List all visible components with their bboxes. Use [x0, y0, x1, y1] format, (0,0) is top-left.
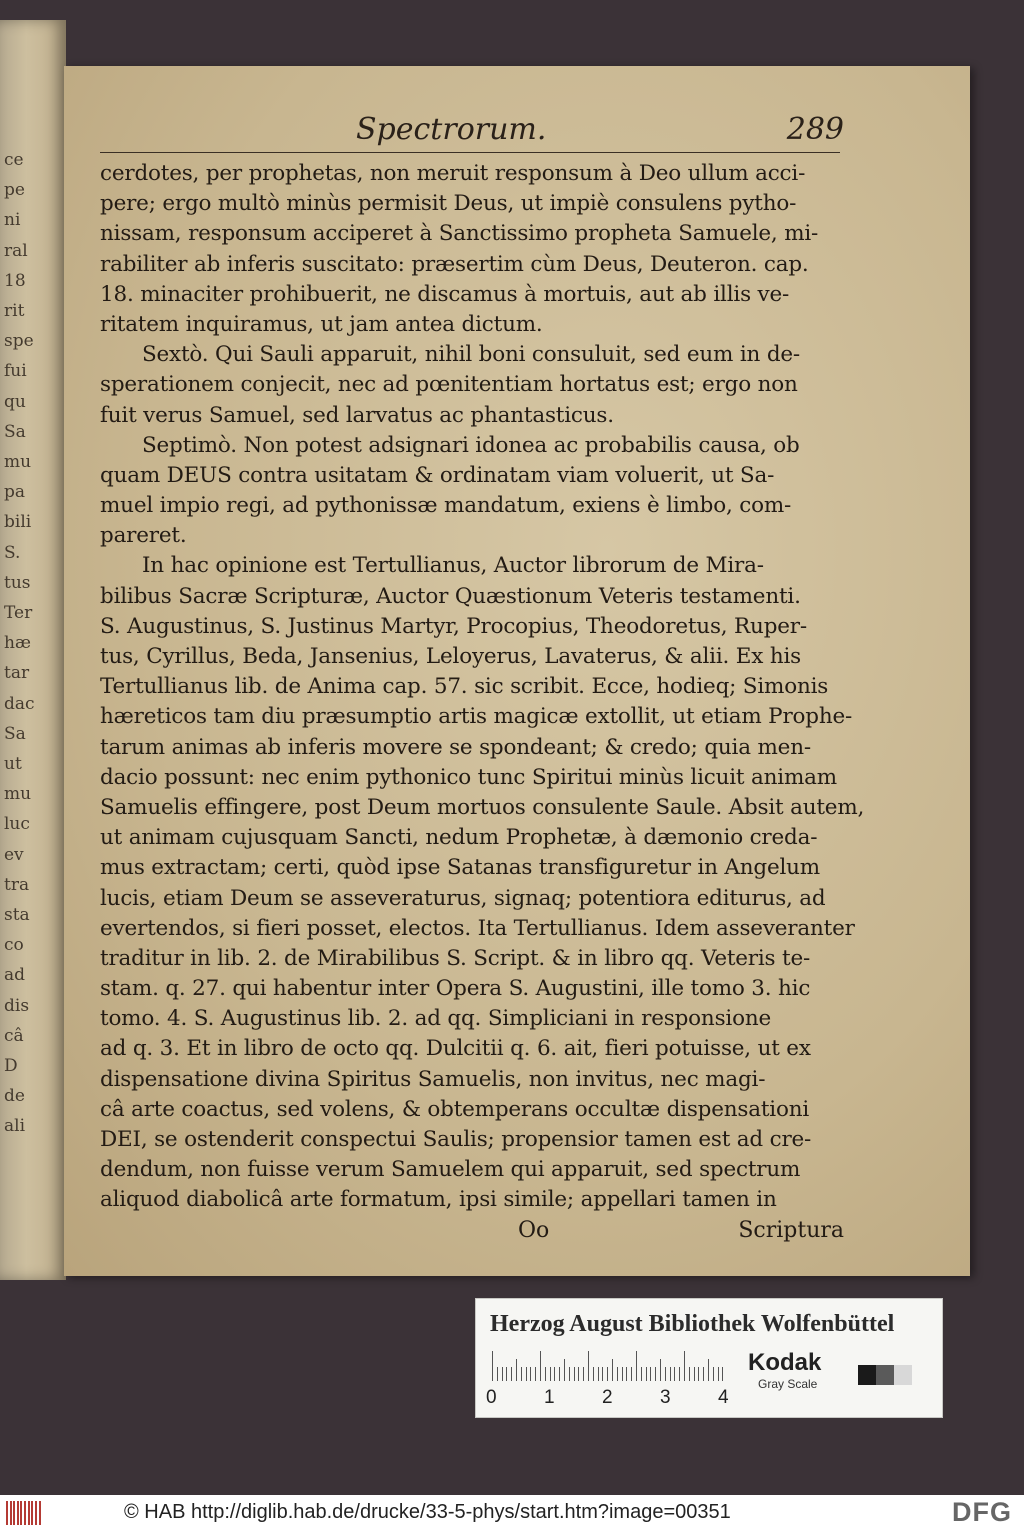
page-content [100, 110, 865, 1252]
ruler-tick [636, 1351, 637, 1381]
ruler-tick [593, 1367, 594, 1381]
text-line: In hac opinione est Tertullianus, Auctor librorum de Mira- [142, 553, 764, 579]
text-line: ut animam cujusquam Sancti, nedum Prophetæ, à dæmonio creda- [100, 825, 818, 851]
ruler-labels [486, 1387, 746, 1409]
ruler-tick [622, 1367, 623, 1381]
left-page-fragment: Sa [4, 723, 26, 744]
left-page-fragment: fui [4, 361, 27, 382]
catchword: Scriptura [738, 1217, 844, 1243]
ruler-tick [655, 1367, 656, 1381]
text-line: lucis, etiam Deum se asseveraturus, signaq; potentiora editurus, ad [100, 885, 826, 911]
left-page-fragment: rit [4, 301, 25, 321]
left-page-fragment: S. [4, 542, 21, 563]
left-page-fragment: tus [4, 572, 31, 593]
gray-patch [876, 1365, 894, 1385]
left-page-fragment: Ter [4, 603, 33, 623]
text-line: ritatem inquiramus, ut jam antea dictum. [100, 311, 543, 337]
ruler-tick [703, 1367, 704, 1381]
page-footer [100, 1217, 844, 1252]
left-page-fragment: luc [4, 814, 30, 835]
text-line: muel impio regi, ad pythonissæ mandatum, exiens è limbo, com- [100, 493, 792, 519]
text-line: Sextò. Qui Sauli apparuit, nihil boni consuluit, sed eum in de- [142, 342, 800, 368]
left-page-fragment: de [4, 1086, 25, 1107]
ruler-label: 1 [544, 1387, 555, 1408]
ruler-label: 3 [660, 1387, 671, 1408]
text-line: dendum, non fuisse verum Samuelem qui apparuit, sed spectrum [100, 1157, 801, 1183]
text-line: hæreticos tam diu præsumptio artis magicæ extollit, ut etiam Prophe- [100, 704, 853, 730]
text-line: fuit verus Samuel, sed larvatus ac phantasticus. [100, 402, 614, 428]
left-page-fragment: sta [4, 905, 30, 925]
text-line: aliquod diabolicâ arte formatum, ipsi simile; appellari tamen in [100, 1187, 777, 1213]
page-number: 289 [786, 112, 844, 147]
ruler-tick [612, 1359, 613, 1381]
dfg-logo: DFG [952, 1497, 1012, 1527]
ruler-tick [708, 1359, 709, 1381]
ruler-tick [574, 1367, 575, 1381]
text-line: stam. q. 27. qui habentur inter Opera S. Augustini, ille tomo 3. hic [100, 976, 811, 1002]
ruler-tick [679, 1367, 680, 1381]
book-page [64, 66, 970, 1276]
text-line: pareret. [100, 523, 187, 549]
left-page-fragment: ad [4, 965, 26, 986]
text-line: 18. minaciter prohibuerit, ne discamus à mortuis, aut ab illis ve- [100, 281, 790, 307]
text-line: DEI, se ostenderit conspectui Saulis; propensior tamen est ad cre- [100, 1127, 812, 1152]
ruler-tick [670, 1367, 671, 1381]
left-page-fragment: spe [4, 331, 34, 352]
text-line: tarum animas ab inferis movere se spondeant; & credo; quia men- [100, 734, 811, 760]
ruler-tick [722, 1367, 723, 1381]
left-page-fragment: ali [4, 1116, 26, 1137]
ruler-tick [569, 1367, 570, 1381]
left-page-fragment: ut [4, 754, 22, 774]
ruler-tick [526, 1367, 527, 1381]
text-line: dacio possunt: nec enim pythonico tunc Spiritui minùs licuit animam [100, 764, 837, 790]
ruler-label: 4 [718, 1387, 729, 1408]
ruler-tick [665, 1367, 666, 1381]
ruler-tick [718, 1367, 719, 1381]
ruler-tick [502, 1367, 503, 1381]
left-page-fragment: co [4, 935, 24, 956]
text-line: traditur in lib. 2. de Mirabilibus S. Script. & in libro qq. Veteris te- [100, 945, 811, 971]
left-page-fragment: qu [4, 391, 26, 412]
kodak-logo: Kodak [748, 1349, 822, 1376]
color-card [475, 1298, 943, 1418]
left-page-fragment: ni [4, 210, 21, 231]
text-line: Samuelis effingere, post Deum mortuos consulente Saule. Absit autem, [100, 794, 865, 820]
text-line: ad q. 3. Et in libro de octo qq. Dulcitii q. 6. ait, fieri potuisse, ut ex [100, 1036, 811, 1062]
hab-barcode-icon [6, 1501, 44, 1525]
ruler-tick [626, 1367, 627, 1381]
text-line: câ arte coactus, sed volens, & obtemperans occultæ dispensationi [100, 1096, 810, 1122]
ruler-tick [617, 1367, 618, 1381]
ruler-tick [713, 1367, 714, 1381]
ruler-tick [694, 1367, 695, 1381]
gray-scale-label: Gray Scale [758, 1377, 818, 1391]
ruler-tick [602, 1367, 603, 1381]
ruler-tick [535, 1367, 536, 1381]
text-line: nissam, responsum acciperet à Sanctissimo propheta Samuele, mi- [100, 221, 819, 247]
ruler-tick [540, 1351, 541, 1381]
text-line: rabiliter ab inferis suscitato: præsertim cùm Deus, Deuteron. cap. [100, 251, 809, 277]
left-page-fragment: ev [4, 844, 24, 865]
ruler-tick [588, 1351, 589, 1381]
left-page-fragment: ce [4, 150, 24, 170]
ruler-tick [516, 1359, 517, 1381]
ruler-tick [550, 1367, 551, 1381]
ruler-tick [559, 1367, 560, 1381]
ruler-tick [660, 1359, 661, 1381]
ruler-tick [598, 1367, 599, 1381]
page-header [100, 110, 844, 153]
left-page-fragment: dac [4, 693, 35, 714]
ruler-tick [506, 1367, 507, 1381]
left-page-fragment: hæ [4, 633, 31, 654]
text-line: quam DEUS contra usitatam & ordinatam viam voluerit, ut Sa- [100, 462, 775, 488]
left-page-fragment: mu [4, 452, 32, 472]
left-page-fragment: pa [4, 482, 26, 503]
ruler-tick [530, 1367, 531, 1381]
text-line: S. Augustinus, S. Justinus Martyr, Procopius, Theodoretus, Ruper- [100, 613, 807, 639]
text-line: mus extractam; certi, quòd ipse Satanas transfiguretur in Angelum [100, 855, 820, 881]
text-line: Septimò. Non potest adsignari idonea ac probabilis causa, ob [142, 432, 800, 458]
ruler-tick [545, 1367, 546, 1381]
left-page-fragment: 18 [4, 270, 26, 291]
ruler-tick [650, 1367, 651, 1381]
left-page-fragment: pe [4, 180, 25, 201]
text-line: pere; ergo multò minùs permisit Deus, ut impiè consulens pytho- [100, 191, 797, 217]
ruler-tick [521, 1367, 522, 1381]
text-line: tomo. 4. S. Augustinus lib. 2. ad qq. Simpliciani in responsione [100, 1006, 771, 1032]
ruler-tick [607, 1367, 608, 1381]
ruler-tick [641, 1367, 642, 1381]
text-line: cerdotes, per prophetas, non meruit responsum à Deo ullum acci- [100, 161, 806, 186]
text-line: bilibus Sacræ Scripturæ, Auctor Quæstionum Veteris testamenti. [100, 583, 801, 609]
ruler-tick [674, 1367, 675, 1381]
ruler-tick [492, 1351, 493, 1381]
left-page-edge [0, 20, 66, 1280]
ruler-label: 2 [602, 1387, 613, 1408]
card-title: Herzog August Bibliothek Wolfenbüttel [490, 1311, 895, 1337]
ruler-tick [554, 1367, 555, 1381]
ruler-tick [684, 1351, 685, 1381]
ruler-tick [698, 1367, 699, 1381]
ruler-tick [564, 1359, 565, 1381]
signature-mark: Oo [518, 1217, 550, 1243]
ruler-label: 0 [486, 1387, 497, 1408]
left-page-fragment: Sa [4, 421, 26, 442]
gray-patch [894, 1365, 912, 1385]
left-page-fragment: tra [4, 874, 30, 895]
running-title: Spectrorum. [356, 112, 547, 147]
viewer-footer [0, 1495, 1024, 1530]
left-page-fragment: dis [4, 995, 30, 1016]
left-page-fragment: ral [4, 240, 28, 261]
ruler-tick [578, 1367, 579, 1381]
left-page-fragment: mu [4, 784, 32, 805]
body-text [100, 159, 865, 1216]
text-line: tus, Cyrillus, Beda, Jansenius, Leloyerus, Lavaterus, & alii. Ex his [100, 644, 801, 669]
scale-ruler [492, 1351, 730, 1381]
text-line: sperationem conjecit, nec ad pœnitentiam hortatus est; ergo non [100, 372, 798, 398]
ruler-tick [689, 1367, 690, 1381]
ruler-tick [646, 1367, 647, 1381]
left-page-fragment: D [4, 1056, 18, 1076]
left-page-fragment: bili [4, 512, 32, 533]
ruler-tick [497, 1367, 498, 1381]
source-link[interactable]: © HAB http://diglib.hab.de/drucke/33-5-phys/start.htm?image=00351 [124, 1501, 731, 1523]
ruler-tick [631, 1367, 632, 1381]
gray-patch [858, 1365, 876, 1385]
left-page-fragment: câ [4, 1025, 24, 1046]
text-line: evertendos, si fieri posset, electos. Ita Tertullianus. Idem asseveranter [100, 915, 855, 941]
text-line: Tertullianus lib. de Anima cap. 57. sic scribit. Ecce, hodieq; Simonis [100, 674, 829, 700]
ruler-tick [583, 1367, 584, 1381]
text-line: dispensatione divina Spiritus Samuelis, non invitus, nec magi- [100, 1066, 766, 1092]
left-page-fragment: tar [4, 663, 30, 684]
ruler-tick [511, 1367, 512, 1381]
